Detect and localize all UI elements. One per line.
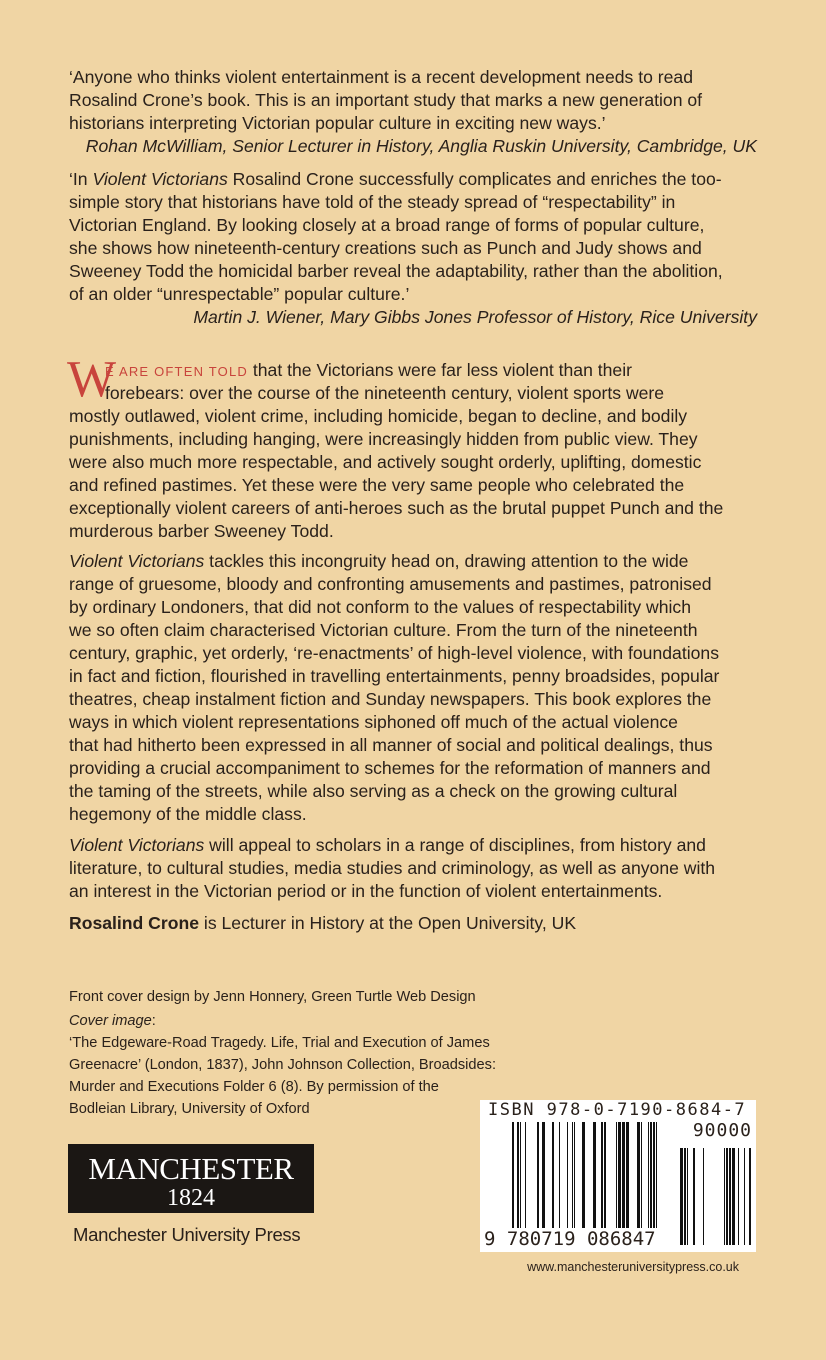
author-bio [69, 912, 769, 935]
barcode-bar [749, 1148, 751, 1245]
text-line: Rosalind Crone’s book. This is an important study that marks a new generation of [69, 90, 703, 110]
text-line: Greenacre’ (London, 1837), John Johnson Collection, Broadsides: [69, 1057, 496, 1073]
text-line: that had hitherto been expressed in all manner of social and political dealings, thus [69, 735, 713, 755]
blurb-paragraph-2 [69, 550, 769, 826]
logo-manchester: MANCHESTER [88, 1151, 294, 1186]
review-quote-2 [69, 168, 769, 329]
logo-year: 1824 [167, 1185, 215, 1211]
barcode-bar [726, 1148, 728, 1245]
quote-attribution: Martin J. Wiener, Mary Gibbs Jones Professor of History, Rice University [193, 307, 757, 327]
text-line: hegemony of the middle class. [69, 804, 307, 824]
barcode-bar [703, 1148, 704, 1245]
text-line: punishments, including hanging, were increasingly hidden from public view. They [69, 429, 698, 449]
text-line [69, 359, 769, 382]
quote-attribution: Rohan McWilliam, Senior Lecturer in History, Anglia Ruskin University, Cambridge, UK [85, 136, 757, 156]
text-line: literature, to cultural studies, media studies and criminology, as well as anyone with [69, 858, 716, 878]
text-line: providing a crucial accompaniment to schemes for the reformation of manners and [69, 758, 711, 778]
lead-in: E ARE OFTEN TOLD [105, 364, 248, 379]
barcode-bar [738, 1148, 739, 1245]
text-line: ‘In Violent Victorians Rosalind Crone successfully complicates and enriches the too- [69, 169, 722, 189]
text-line: ‘The Edgeware-Road Tragedy. Life, Trial and Execution of James [69, 1035, 490, 1051]
text-line: an interest in the Victorian period or in the function of violent entertainments. [69, 881, 663, 901]
isbn-number: ISBN 978-0-7190-8684-7 [488, 1100, 747, 1120]
text-line: forebears: over the course of the nineteenth century, violent sports were [105, 383, 665, 403]
text-line: Victorian England. By looking closely at a broad range of forms of popular culture, [69, 215, 705, 235]
cover-image-label: Cover image: [69, 1013, 156, 1029]
text-line: exceptionally violent careers of anti-heroes such as the brutal puppet Punch and the [69, 498, 724, 518]
barcode-bar [693, 1148, 695, 1245]
text-line: Violent Victorians tackles this incongruity head on, drawing attention to the wide [69, 551, 689, 571]
text-line: historians interpreting Victorian popular culture in exciting new ways.’ [69, 113, 606, 133]
text-line: Bodleian Library, University of Oxford [69, 1101, 310, 1117]
barcode-bar [684, 1148, 686, 1245]
text-line: the taming of the streets, while also serving as a check on the growing cultural [69, 781, 678, 801]
review-quote-1 [69, 66, 769, 158]
text-line: in fact and fiction, flourished in travelling entertainments, penny broadsides, popular [69, 666, 720, 686]
text-line: theatres, cheap instalment fiction and Sunday newspapers. This book explores the [69, 689, 712, 709]
publisher-url[interactable]: www.manchesteruniversitypress.co.uk [527, 1260, 739, 1274]
cover-design-credit: Front cover design by Jenn Honnery, Green Turtle Web Design [69, 989, 476, 1005]
barcode-bar [687, 1148, 688, 1245]
barcode-bar [744, 1148, 745, 1245]
barcode-bar [729, 1148, 731, 1245]
price-addon: 90000 [692, 1120, 752, 1141]
barcode-bar [680, 1148, 683, 1245]
author-name: Rosalind Crone [69, 913, 200, 933]
lead-text: that the Victorians were far less violent than their [247, 360, 632, 380]
text-line: ‘Anyone who thinks violent entertainment is a recent development needs to read [69, 67, 693, 87]
text-line: by ordinary Londoners, that did not conform to the values of respectability which [69, 597, 691, 617]
isbn-barcode [480, 1100, 756, 1252]
barcode-bar [724, 1148, 725, 1245]
text-line: of an older “unrespectable” popular culture.’ [69, 284, 410, 304]
text-line: and refined pastimes. Yet these were the very same people who celebrated the [69, 475, 685, 495]
text-line: murderous barber Sweeney Todd. [69, 521, 334, 541]
text-line: mostly outlawed, violent crime, including homicide, began to decline, and bodily [69, 406, 688, 426]
publisher-name: Manchester University Press [73, 1224, 301, 1245]
text-line: range of gruesome, bloody and confronting amusements and pastimes, patronised [69, 574, 712, 594]
text-line: were also much more respectable, and actively sought orderly, uplifting, domestic [69, 452, 702, 472]
author-bio-text: is Lecturer in History at the Open University, UK [199, 913, 577, 933]
text-line: century, graphic, yet orderly, ‘re-enactments’ of high-level violence, with foundations [69, 643, 719, 663]
blurb-paragraph-3 [69, 834, 769, 903]
ean-number: 9 780719 086847 [484, 1228, 656, 1250]
barcode-bar [732, 1148, 735, 1245]
text-line: ways in which violent representations siphoned off much of the actual violence [69, 712, 678, 732]
text-line: simple story that historians have told of the steady spread of “respectability” in [69, 192, 676, 212]
text-line: we so often claim characterised Victorian culture. From the turn of the nineteenth [69, 620, 698, 640]
publisher-logo [68, 1144, 314, 1213]
text-line: Sweeney Todd the homicidal barber reveal the adaptability, rather than the abolition, [69, 261, 723, 281]
text-line: she shows how nineteenth-century creations such as Punch and Judy shows and [69, 238, 702, 258]
text-line: Violent Victorians will appeal to scholars in a range of disciplines, from history and [69, 835, 706, 855]
text-line: Murder and Executions Folder 6 (8). By permission of the [69, 1079, 439, 1095]
drop-cap: W [67, 351, 117, 408]
blurb-paragraph-1 [67, 351, 769, 543]
